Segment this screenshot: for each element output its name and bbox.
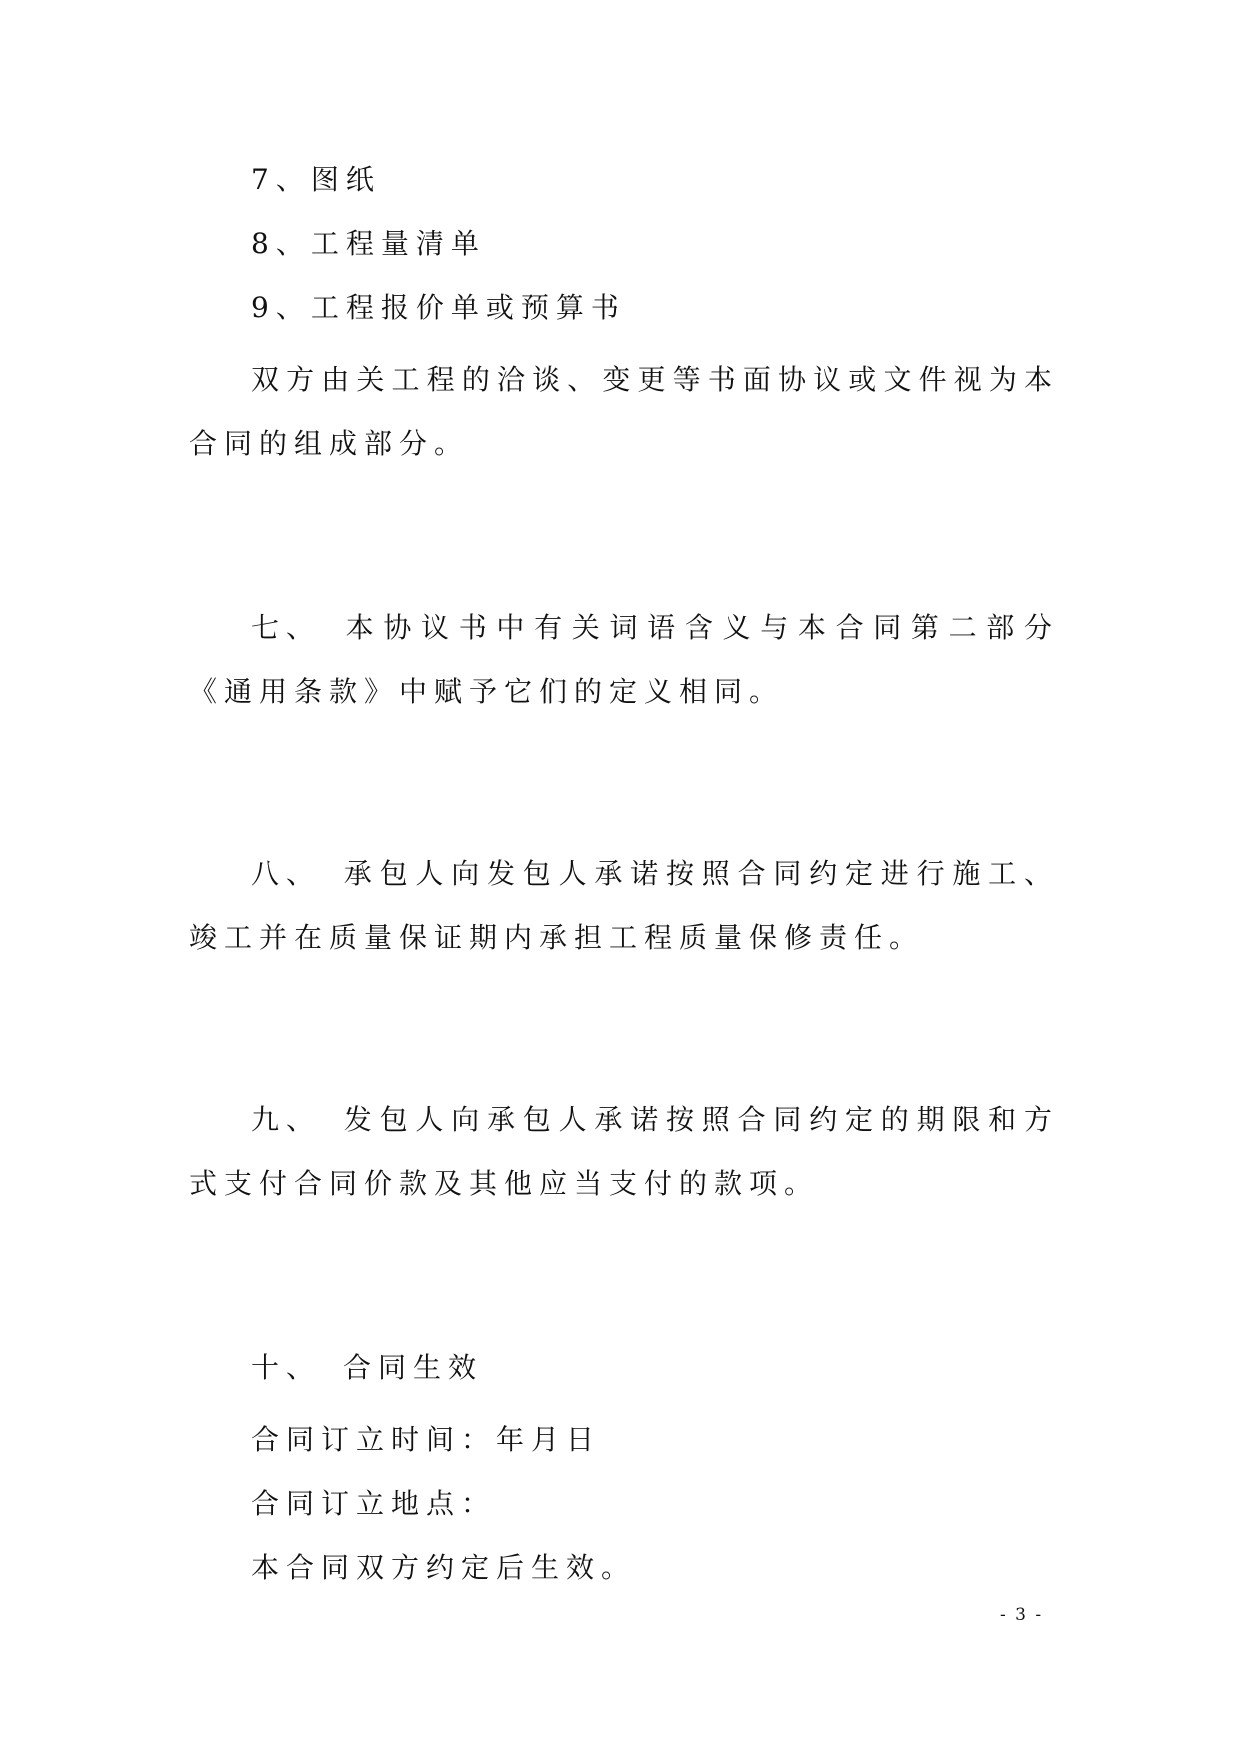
signing-time: 合同订立时间：年月日 [251, 1423, 602, 1456]
paragraph-contract-components: 双方由关工程的洽谈、变更等书面协议或文件视为本合同的组成部分。 [189, 363, 1059, 460]
list-item-bill-of-quantities: 8、工程量清单 [251, 227, 486, 260]
section-10-text: 合同生效 [343, 1351, 484, 1384]
section-7-number: 七、 [251, 611, 322, 644]
section-10 [189, 1336, 1059, 1400]
signing-place: 合同订立地点： [251, 1487, 497, 1520]
section-9-text: 发包人向承包人承诺按照合同约定的期限和方式支付合同价款及其他应当支付的款项。 [189, 1103, 1059, 1200]
section-8-number: 八、 [251, 857, 322, 890]
effective-note: 本合同双方约定后生效。 [251, 1551, 637, 1584]
page-number: - 3 - [1000, 1605, 1044, 1625]
section-9 [189, 1088, 1059, 1216]
section-9-number: 九、 [251, 1103, 322, 1136]
section-8-text: 承包人向发包人承诺按照合同约定进行施工、竣工并在质量保证期内承担工程质量保修责任。 [189, 857, 1059, 954]
list-item-drawings: 7、图纸 [251, 163, 381, 196]
section-7-text: 本协议书中有关词语含义与本合同第二部分《通用条款》中赋予它们的定义相同。 [189, 611, 1059, 708]
section-7 [189, 596, 1059, 724]
section-8 [189, 842, 1059, 970]
section-10-number: 十、 [251, 1351, 322, 1384]
list-item-quotation: 9、工程报价单或预算书 [251, 291, 626, 324]
